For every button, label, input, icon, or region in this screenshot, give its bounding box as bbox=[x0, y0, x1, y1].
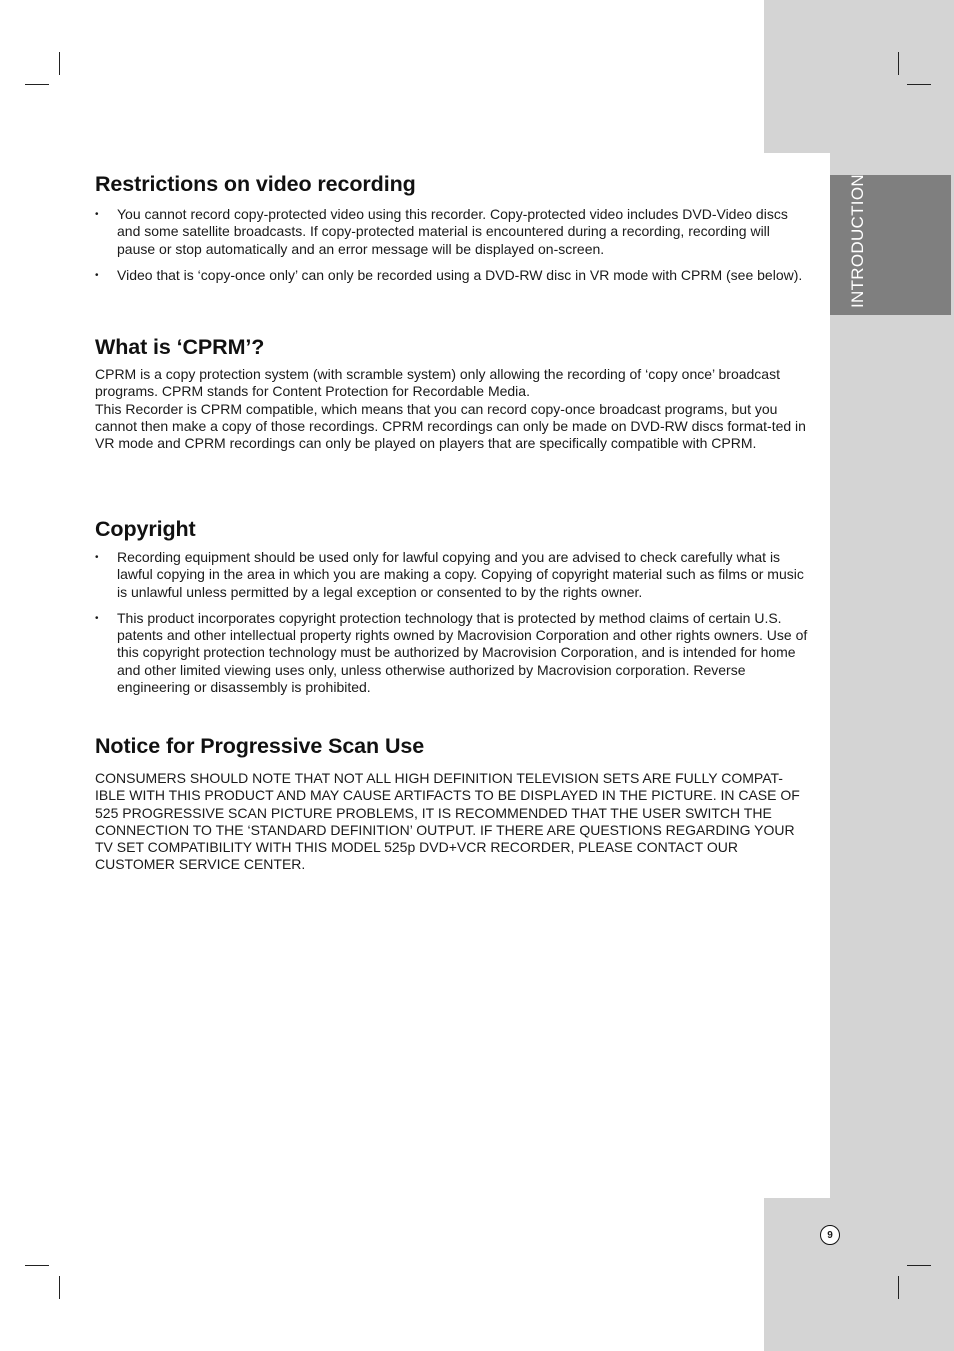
list-item: • Video that is ‘copy-once only’ can only be recorded using a DVD-RW disc in VR mode with CPRM (see below). bbox=[95, 267, 810, 284]
list-item: • This product incorporates copyright protection technology that is protected by method claims of certain U.S. patents and other intellectual property rights owned by Macrovision Corporation and other rights owners. Use of this copyright protection technology must be authorized by Macrovision Corporation, and is intended for home and other limited viewing uses only, unless otherwise authorized by Macrovision corporation. Reverse engineering or disassembly is prohibited. bbox=[95, 610, 810, 696]
crop-mark bbox=[898, 52, 899, 75]
heading-progressive-scan: Notice for Progressive Scan Use bbox=[95, 734, 425, 758]
section-tab-label: INTRODUCTION bbox=[848, 174, 867, 308]
cprm-body bbox=[95, 366, 810, 452]
crop-mark bbox=[907, 84, 931, 85]
margin-band-bottom bbox=[764, 1198, 954, 1351]
heading-cprm: What is ‘CPRM’? bbox=[95, 335, 265, 359]
heading-restrictions: Restrictions on video recording bbox=[95, 172, 416, 196]
list-item: • You cannot record copy-protected video using this recorder. Copy-protected video includes DVD-Video discs and some satellite broadcasts. If copy-protected material is encountered during a recording, recording will pause or stop automatically and an error message will be displayed on-screen. bbox=[95, 206, 810, 258]
restrictions-list bbox=[95, 206, 810, 284]
list-item: • Recording equipment should be used only for lawful copying and you are advised to check carefully what is lawful copying in the area in which you are making a copy. Copying of copyright material such as films or music is unlawful unless permitted by a legal exception or consented to by the rights owner. bbox=[95, 549, 810, 601]
crop-mark bbox=[59, 1276, 60, 1299]
crop-mark bbox=[898, 1276, 899, 1299]
copyright-list bbox=[95, 549, 810, 696]
cprm-paragraph: This Recorder is CPRM compatible, which means that you can record copy-once broadcast programs, but you cannot then make a copy of those recordings. CPRM recordings can only be made on DVD-RW discs format-ted in VR mode and CPRM recordings can only be played on players that are specifically compatible with CPRM. bbox=[95, 400, 806, 452]
page-number: 9 bbox=[820, 1225, 840, 1245]
crop-mark bbox=[907, 1265, 931, 1266]
progressive-scan-notice: CONSUMERS SHOULD NOTE THAT NOT ALL HIGH DEFINITION TELEVISION SETS ARE FULLY COMPAT-IBLE WITH THIS PRODUCT AND MAY CAUSE ARTIFACTS TO BE DISPLAYED IN THE PICTURE. IN CASE OF 525 PROGRESSIVE SCAN PICTURE PROBLEMS, IT IS RECOMMENDED THAT THE USER SWITCH THE CONNECTION TO THE ‘STANDARD DEFINITION’ OUTPUT. IF THERE ARE QUESTIONS REGARDING YOUR TV SET COMPATIBILITY WITH THIS MODEL 525p DVD+VCR RECORDER, PLEASE CONTACT OUR CUSTOMER SERVICE CENTER. bbox=[95, 770, 800, 873]
margin-band-top bbox=[764, 0, 954, 153]
crop-mark bbox=[59, 52, 60, 75]
crop-mark bbox=[25, 1265, 49, 1266]
heading-copyright: Copyright bbox=[95, 517, 196, 541]
crop-mark bbox=[25, 84, 49, 85]
cprm-paragraph: CPRM is a copy protection system (with scramble system) only allowing the recording of ‘copy once’ broadcast programs. CPRM stands for Content Protection for Recordable Media. bbox=[95, 366, 780, 400]
